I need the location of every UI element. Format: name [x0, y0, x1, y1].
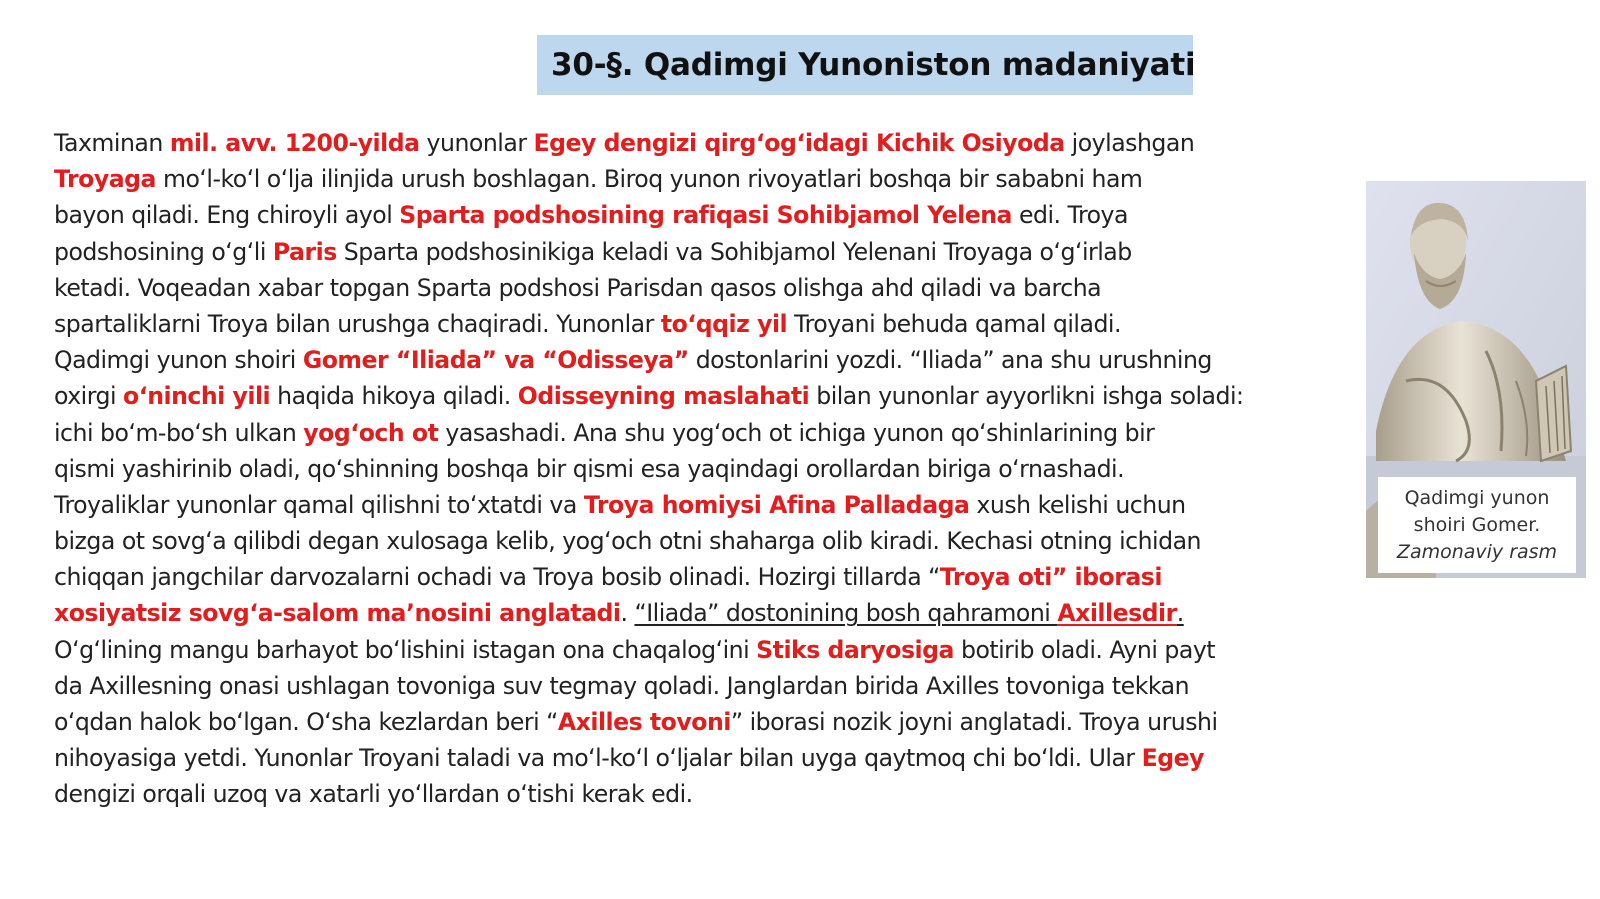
- paragraph-line: [54, 487, 1304, 523]
- text-segment: qismi yashirinib oladi, qoʻshinning boshqa bir qismi esa yaqindagi orollardan biriga oʻrnashadi.: [54, 454, 1125, 483]
- paragraph-line: [54, 595, 1304, 631]
- caption-line-1: Qadimgi yunon: [1404, 486, 1550, 509]
- text-segment: Taxminan: [54, 129, 170, 157]
- paragraph-line: [54, 704, 1304, 740]
- text-segment: bilan yunonlar ayyorlikni ishga soladi:: [809, 382, 1244, 411]
- text-segment: .: [620, 599, 635, 628]
- paragraph-line: [54, 161, 1304, 197]
- text-segment: edi. Troya: [1011, 201, 1128, 230]
- caption-line-2: shoiri Gomer.: [1413, 513, 1541, 536]
- image-caption: [1378, 477, 1576, 573]
- paragraph-line: [54, 378, 1304, 414]
- paragraph-line: [54, 451, 1304, 487]
- text-segment: ketadi. Voqeadan xabar topgan Sparta podshosi Parisdan qasos olishga ahd qiladi va barcha: [54, 273, 1102, 302]
- text-segment: spartaliklarni Troya bilan urushga chaqiradi. Yunonlar: [54, 309, 661, 338]
- text-segment: nihoyasiga yetdi. Yunonlar Troyani taladi va moʻl-koʻl oʻljalar bilan uyga qaytmoq chi boʻldi. Ular: [54, 744, 1142, 773]
- paragraph-line: [54, 740, 1304, 776]
- highlighted-term: xosiyatsiz sovgʻa-salom maʼnosini anglatadi: [54, 599, 621, 628]
- text-segment: ichi boʻm-boʻsh ulkan: [54, 418, 304, 447]
- text-segment: Sparta podshosinikiga keladi va Sohibjamol Yelenani Troyaga oʻgʻirlab: [336, 237, 1132, 266]
- highlighted-term: Troya oti” iborasi: [939, 563, 1162, 592]
- highlighted-term: Odisseyning maslahati: [517, 382, 810, 411]
- highlighted-term: oʻninchi yili: [123, 382, 271, 411]
- text-segment: Qadimgi yunon shoiri: [54, 346, 303, 375]
- title-banner: [537, 35, 1196, 95]
- highlighted-term: yogʻoch ot: [303, 418, 439, 447]
- paragraph-line: [54, 197, 1304, 233]
- text-segment: yunonlar: [419, 129, 534, 157]
- text-segment: dostonlarini yozdi. “Iliada” ana shu urushning: [688, 346, 1212, 375]
- highlighted-term: Paris: [272, 237, 337, 266]
- text-segment: bizga ot sovgʻa qilibdi degan xulosaga kelib, yogʻoch otni shaharga olib kiradi. Kechasi otning ichidan: [54, 527, 1201, 556]
- highlighted-term: Stiks daryosiga: [756, 635, 954, 664]
- text-segment: podshosining oʻgʻli: [54, 237, 273, 266]
- paragraph-line: [54, 306, 1304, 342]
- highlighted-term: mil. avv. 1200-yilda: [169, 129, 420, 157]
- paragraph-line: [54, 668, 1304, 704]
- text-segment: Troyani behuda qamal qiladi.: [787, 309, 1121, 338]
- highlighted-term: Egey dengizi qirgʻogʻidagi Kichik Osiyoda: [533, 129, 1065, 157]
- text-segment: oʻqdan halok boʻlgan. Oʻsha kezlardan beri “: [54, 708, 558, 736]
- text-segment: da Axillesning onasi ushlagan tovoniga suv tegmay qoladi. Janglardan birida Axilles tovoniga tekkan: [54, 671, 1190, 700]
- text-segment: joylashgan: [1064, 129, 1195, 157]
- text-segment: haqida hikoya qiladi.: [270, 382, 518, 411]
- paragraph-line: [54, 270, 1304, 306]
- highlighted-term: Troya homiysi Afina Palladaga: [583, 490, 970, 519]
- paragraph-line: [54, 234, 1304, 270]
- highlighted-term: Gomer “Iliada” va “Odisseya”: [302, 346, 689, 375]
- underlined-text: “Iliada” dostonining bosh qahramoni: [634, 599, 1058, 628]
- text-segment: ” iborasi nozik joyni anglatadi. Troya urushi: [730, 708, 1218, 736]
- text-segment: oxirgi: [54, 382, 124, 411]
- highlighted-term: Egey: [1141, 744, 1204, 773]
- text-segment: chiqqan jangchilar darvozalarni ochadi va Troya bosib olinadi. Hozirgi tillarda “: [54, 563, 940, 592]
- highlighted-term: Sparta podshosining rafiqasi Sohibjamol Yelena: [399, 201, 1012, 230]
- caption-line-3: Zamonaviy rasm: [1396, 540, 1558, 563]
- highlighted-term: toʻqqiz yil: [660, 309, 788, 338]
- text-segment: Troyaliklar yunonlar qamal qilishni toʻxtatdi va: [54, 490, 584, 519]
- text-segment: botirib oladi. Ayni payt: [953, 635, 1216, 664]
- text-segment: moʻl-koʻl oʻlja ilinjida urush boshlagan. Biroq yunon rivoyatlari boshqa bir sababni ham: [155, 165, 1143, 194]
- text-segment: Oʻgʻlining mangu barhayot boʻlishini istagan ona chaqalogʻini: [54, 635, 757, 664]
- text-segment: xush kelishi uchun: [969, 490, 1186, 519]
- paragraph-line: [54, 632, 1304, 668]
- paragraph-line: [54, 559, 1304, 595]
- highlighted-term: Axillesdir: [1057, 599, 1177, 628]
- paragraph-line: [54, 776, 1304, 812]
- paragraph-line: [54, 415, 1304, 451]
- text-segment: yasashadi. Ana shu yogʻoch ot ichiga yunon qoʻshinlarining bir: [438, 418, 1155, 447]
- text-segment: dengizi orqali uzoq va xatarli yoʻllardan oʻtishi kerak edi.: [54, 780, 693, 809]
- paragraph-line: [54, 125, 1304, 161]
- highlighted-term: Axilles tovoni: [557, 708, 731, 736]
- paragraph-line: [54, 342, 1304, 378]
- highlighted-term: Troyaga: [54, 165, 156, 194]
- paragraph-line: [54, 523, 1304, 559]
- text-segment: bayon qiladi. Eng chiroyli ayol: [54, 201, 400, 230]
- underlined-text: .: [1176, 599, 1184, 628]
- main-paragraph: [54, 125, 1304, 813]
- page-title: 30-§. Qadimgi Yunoniston madaniyati: [551, 47, 1196, 83]
